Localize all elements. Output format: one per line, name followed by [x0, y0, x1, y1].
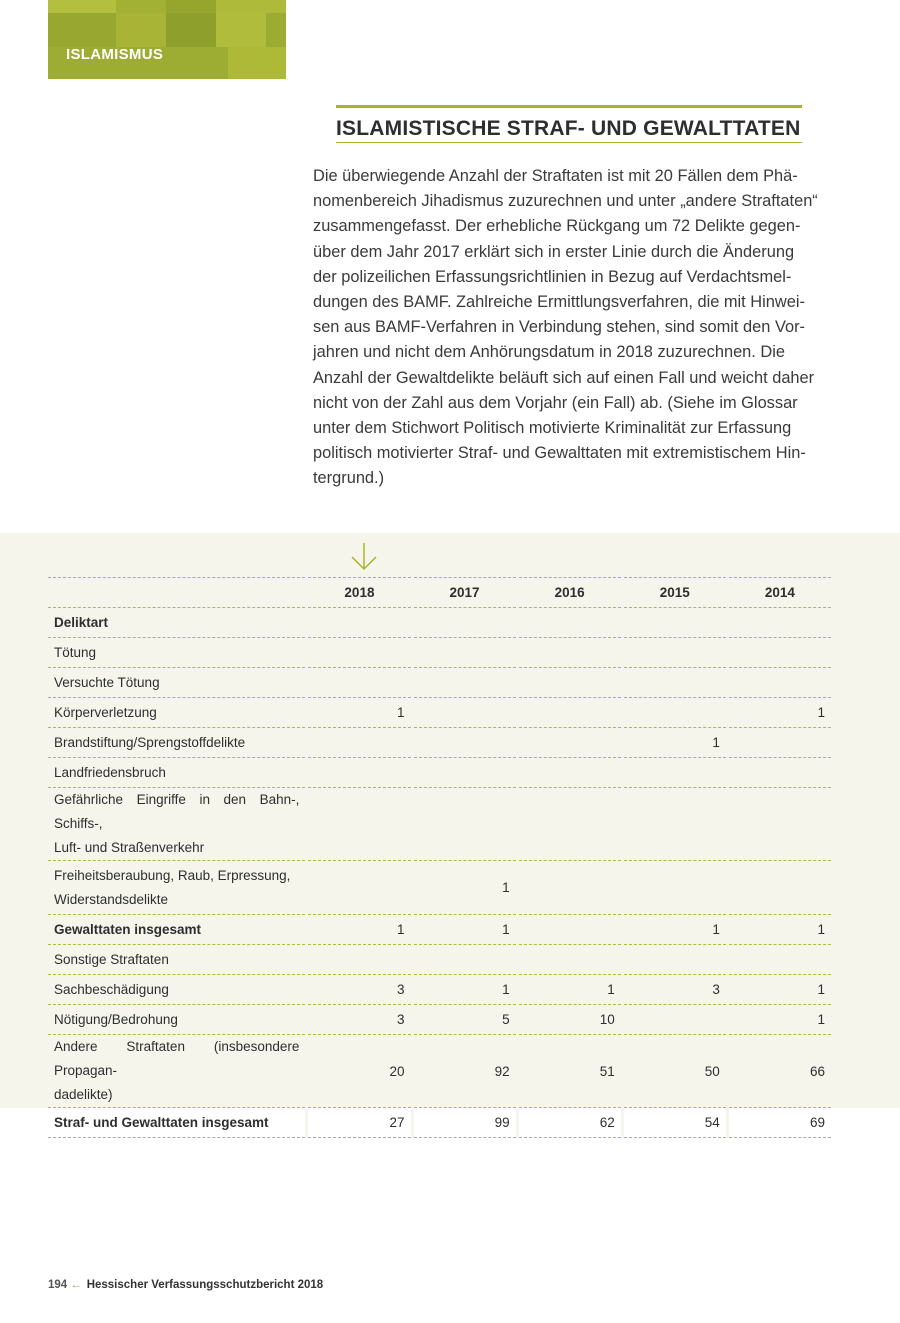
row-label	[48, 975, 307, 1005]
row-label-line: Luft- und Straßenverkehr	[54, 840, 205, 855]
row-label	[48, 758, 307, 788]
value-cell	[727, 758, 831, 788]
publication-title: Hessischer Verfassungsschutzbericht 2018	[86, 1279, 324, 1291]
value-cell	[622, 861, 727, 915]
arrow-down-icon	[350, 542, 378, 572]
row-label	[48, 1005, 307, 1035]
value-cell	[412, 668, 517, 698]
table-row	[48, 608, 831, 638]
value-cell: 51	[517, 1035, 622, 1108]
value-cell	[727, 861, 831, 915]
value-cell	[622, 945, 727, 975]
value-cell: 3	[622, 975, 727, 1005]
row-label	[48, 698, 307, 728]
value-cell: 20	[307, 1035, 412, 1108]
value-cell: 1	[307, 915, 412, 945]
value-cell	[307, 668, 412, 698]
value-cell	[412, 945, 517, 975]
body-line: der polizeilichen Erfassungsrichtlinien in Bezug auf Verdachtsmel-	[313, 267, 792, 286]
row-label-line: Freiheitsberaubung, Raub, Erpressung,	[54, 867, 291, 883]
row-label	[48, 728, 307, 758]
table-row	[48, 945, 831, 975]
value-cell	[307, 758, 412, 788]
value-cell	[517, 945, 622, 975]
year-header: 2017	[412, 578, 517, 608]
value-cell	[622, 668, 727, 698]
body-line: Die überwiegende Anzahl der Straftaten ist mit 20 Fällen dem Phä-	[313, 167, 798, 185]
table-row	[48, 1035, 831, 1108]
value-cell: 1	[727, 915, 831, 945]
row-label	[48, 945, 307, 975]
value-cell	[727, 788, 831, 861]
table-row	[48, 698, 831, 728]
value-cell	[307, 638, 412, 668]
value-cell: 1	[517, 975, 622, 1005]
row-label-line: Gewalttaten insgesamt	[54, 921, 202, 937]
value-cell	[727, 668, 831, 698]
table-header-row	[48, 578, 831, 608]
body-line: Anzahl der Gewaltdelikte beläuft sich auf einen Fall und weicht daher	[313, 368, 815, 387]
value-cell: 69	[727, 1108, 831, 1138]
statistics-table	[48, 577, 831, 1138]
value-cell	[307, 945, 412, 975]
value-cell: 5	[412, 1005, 517, 1035]
body-line: nicht von der Zahl aus dem Vorjahr (ein Fall) ab. (Siehe im Glossar	[313, 393, 798, 412]
table-row	[48, 638, 831, 668]
value-cell	[412, 608, 517, 638]
value-cell: 3	[307, 1005, 412, 1035]
row-label-line: Körperverletzung	[54, 704, 157, 720]
value-cell	[412, 698, 517, 728]
row-label-line: Gefährliche Eingriffe in den Bahn-, Schiffs-,	[54, 792, 300, 831]
row-label-line: Brandstiftung/Sprengstoffdelikte	[54, 734, 246, 750]
body-line: politisch motivierter Straf- und Gewalttaten mit extremistischem Hin-	[313, 444, 806, 463]
value-cell	[622, 638, 727, 668]
table-row	[48, 668, 831, 698]
value-cell	[517, 698, 622, 728]
table-row	[48, 915, 831, 945]
value-cell: 92	[412, 1035, 517, 1108]
value-cell	[307, 788, 412, 861]
value-cell	[622, 758, 727, 788]
row-label-line: Versuchte Tötung	[54, 674, 160, 690]
value-cell	[307, 608, 412, 638]
value-cell	[622, 698, 727, 728]
page-title: ISLAMISTISCHE STRAF- UND GEWALTTATEN	[336, 117, 801, 140]
row-label	[48, 638, 307, 668]
table-corner	[48, 578, 307, 608]
value-cell	[727, 608, 831, 638]
value-cell: 1	[307, 698, 412, 728]
value-cell: 62	[517, 1108, 622, 1138]
arrow-left-icon: ←	[70, 1279, 82, 1291]
body-line: tergrund.)	[313, 469, 385, 488]
value-cell: 27	[307, 1108, 412, 1138]
value-cell	[727, 945, 831, 975]
value-cell: 50	[622, 1035, 727, 1108]
row-label-line: Deliktart	[54, 614, 109, 630]
table-row	[48, 758, 831, 788]
table-row	[48, 861, 831, 915]
table-row	[48, 728, 831, 758]
value-cell	[517, 758, 622, 788]
row-label	[48, 788, 307, 861]
year-header: 2014	[727, 578, 831, 608]
section-header-tile	[48, 0, 286, 79]
value-cell	[307, 861, 412, 915]
value-cell	[517, 638, 622, 668]
value-cell: 1	[727, 975, 831, 1005]
row-label	[48, 1108, 307, 1138]
table-row	[48, 1108, 831, 1138]
value-cell: 1	[412, 915, 517, 945]
value-cell: 54	[622, 1108, 727, 1138]
body-paragraph	[313, 164, 826, 492]
row-label	[48, 915, 307, 945]
row-label-line: Nötigung/Bedrohung	[54, 1011, 178, 1027]
value-cell	[517, 915, 622, 945]
year-header: 2015	[622, 578, 727, 608]
value-cell: 3	[307, 975, 412, 1005]
body-line: dungen des BAMF. Zahlreiche Ermittlungsverfahren, die mit Hinwei-	[313, 293, 805, 312]
year-header: 2016	[517, 578, 622, 608]
row-label-line: Sonstige Straftaten	[54, 951, 169, 967]
value-cell	[412, 788, 517, 861]
row-label	[48, 668, 307, 698]
table-row	[48, 1005, 831, 1035]
value-cell	[622, 1005, 727, 1035]
value-cell: 1	[412, 975, 517, 1005]
body-line: jahren und nicht dem Anhörungsdatum in 2018 zuzurechnen. Die	[313, 343, 785, 362]
page-number: 194	[48, 1279, 68, 1291]
value-cell: 1	[412, 861, 517, 915]
value-cell	[412, 638, 517, 668]
row-label-line: Andere Straftaten (insbesondere Propagan-	[54, 1039, 300, 1078]
value-cell: 1	[727, 698, 831, 728]
value-cell	[307, 728, 412, 758]
row-label-line: Landfriedensbruch	[54, 764, 166, 780]
table-row	[48, 788, 831, 861]
body-line: sen aus BAMF-Verfahren in Verbindung stehen, sind somit den Vor-	[313, 318, 805, 337]
value-cell: 1	[727, 1005, 831, 1035]
row-label	[48, 1035, 307, 1108]
value-cell	[412, 758, 517, 788]
row-label-line: Tötung	[54, 644, 97, 660]
value-cell	[727, 728, 831, 758]
body-line: nomenbereich Jihadismus zuzurechnen und unter „andere Straftaten“	[313, 192, 818, 211]
value-cell: 66	[727, 1035, 831, 1108]
row-label	[48, 608, 307, 638]
value-cell: 99	[412, 1108, 517, 1138]
table-row	[48, 975, 831, 1005]
body-line: über dem Jahr 2017 erklärt sich in erster Linie durch die Änderung	[313, 242, 795, 261]
value-cell	[622, 788, 727, 861]
value-cell	[412, 728, 517, 758]
row-label	[48, 861, 307, 915]
body-line: zusammengefasst. Der erhebliche Rückgang um 72 Delikte gegen-	[313, 217, 801, 236]
value-cell	[517, 788, 622, 861]
value-cell: 1	[622, 915, 727, 945]
row-label-line: dadelikte)	[54, 1087, 113, 1102]
row-label-line: Straf- und Gewalttaten insgesamt	[54, 1114, 269, 1130]
row-label-line: Sachbeschädigung	[54, 981, 169, 997]
value-cell: 1	[622, 728, 727, 758]
body-line: unter dem Stichwort Politisch motivierte Kriminalität zur Erfassung	[313, 419, 792, 438]
year-header: 2018	[307, 578, 412, 608]
value-cell	[727, 638, 831, 668]
value-cell	[517, 608, 622, 638]
value-cell: 10	[517, 1005, 622, 1035]
page-footer	[48, 1279, 323, 1291]
value-cell	[517, 668, 622, 698]
section-label: ISLAMISMUS	[66, 46, 164, 63]
value-cell	[622, 608, 727, 638]
value-cell	[517, 861, 622, 915]
heading-rule	[336, 105, 802, 143]
value-cell	[517, 728, 622, 758]
row-label-line: Widerstandsdelikte	[54, 891, 169, 907]
